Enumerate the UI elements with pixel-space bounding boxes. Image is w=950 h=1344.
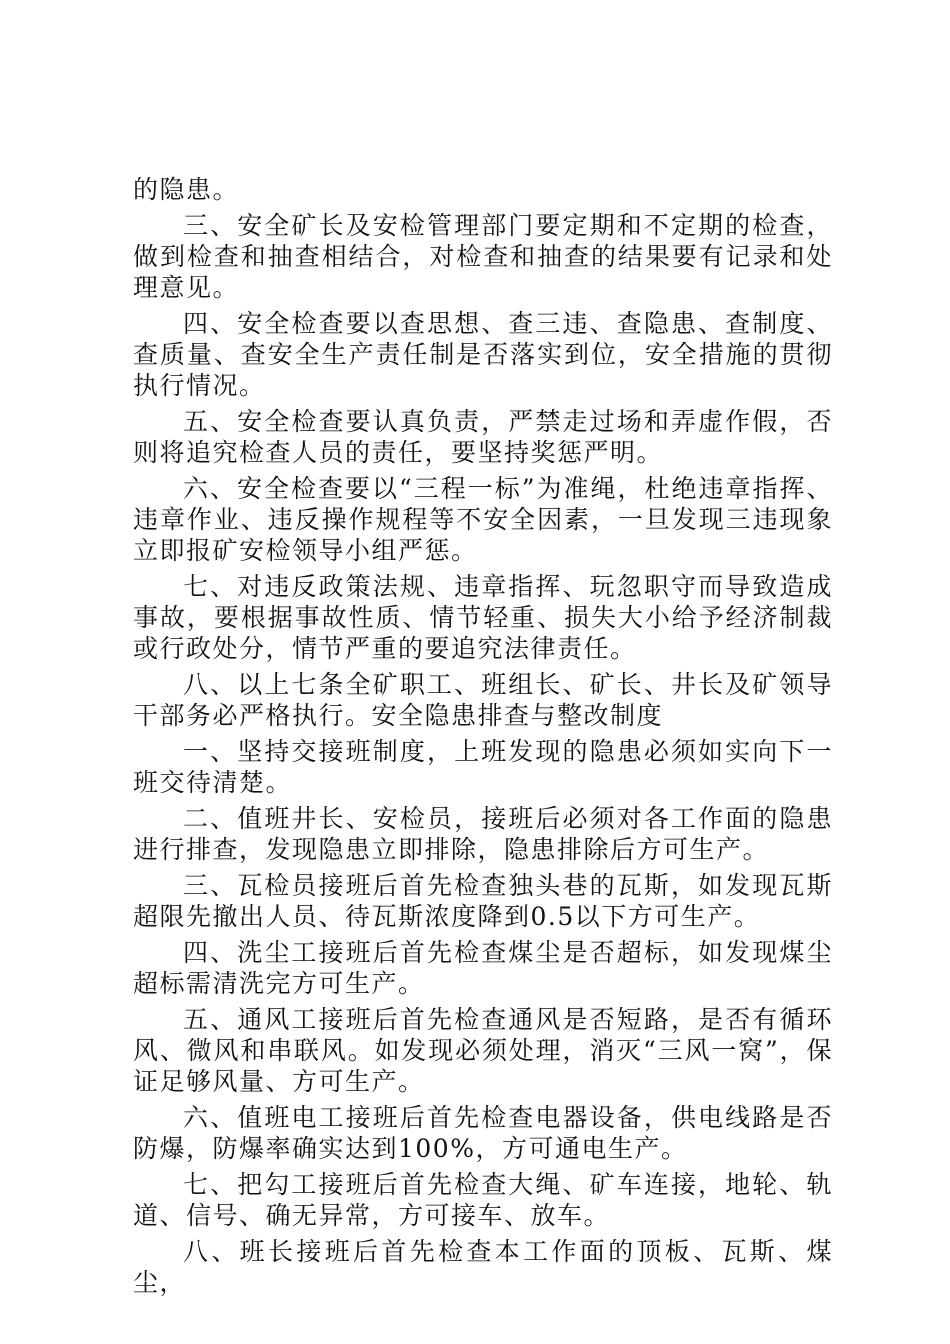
paragraph: 一、坚持交接班制度，上班发现的隐患必须如实向下一班交待清楚。 — [133, 737, 833, 797]
paragraph: 三、瓦检员接班后首先检查独头巷的瓦斯，如发现瓦斯超限先撤出人员、待瓦斯浓度降到0.5以下方可生产。 — [133, 871, 833, 931]
paragraph: 四、洗尘工接班后首先检查煤尘是否超标，如发现煤尘超标需清洗完方可生产。 — [133, 938, 833, 998]
paragraph: 八、班长接班后首先检查本工作面的顶板、瓦斯、煤尘， — [133, 1237, 833, 1297]
paragraph: 五、安全检查要认真负责，严禁走过场和弄虚作假，否则将追究检查人员的责任，要坚持奖惩严明。 — [133, 407, 833, 467]
paragraph: 三、安全矿长及安检管理部门要定期和不定期的检查，做到检查和抽查相结合，对检查和抽查的结果要有记录和处理意见。 — [133, 211, 833, 302]
paragraph: 六、安全检查要以“三程一标”为准绳，杜绝违章指挥、违章作业、违反操作规程等不安全因素，一旦发现三违现象立即报矿安检领导小组严惩。 — [133, 474, 833, 565]
paragraph: 二、值班井长、安检员，接班后必须对各工作面的隐患进行排查，发现隐患立即排除，隐患排除后方可生产。 — [133, 804, 833, 864]
paragraph: 的隐患。 — [133, 175, 240, 204]
paragraph: 七、把勾工接班后首先检查大绳、矿车连接，地轮、轨道、信号、确无异常，方可接车、放车。 — [133, 1170, 833, 1230]
document-body — [133, 174, 833, 1303]
paragraph: 八、以上七条全矿职工、班组长、矿长、井长及矿领导干部务必严格执行。安全隐患排查与整改制度 — [133, 670, 833, 730]
paragraph: 六、值班电工接班后首先检查电器设备，供电线路是否防爆，防爆率确实达到100%，方可通电生产。 — [133, 1103, 833, 1163]
paragraph: 七、对违反政策法规、违章指挥、玩忽职守而导致造成事故，要根据事故性质、情节轻重、损失大小给予经济制裁或行政处分，情节严重的要追究法律责任。 — [133, 572, 833, 663]
paragraph: 四、安全检查要以查思想、查三违、查隐患、查制度、查质量、查安全生产责任制是否落实到位，安全措施的贯彻执行情况。 — [133, 309, 833, 400]
paragraph: 五、通风工接班后首先检查通风是否短路，是否有循环风、微风和串联风。如发现必须处理，消灭“三风一窝”，保证足够风量、方可生产。 — [133, 1005, 833, 1096]
